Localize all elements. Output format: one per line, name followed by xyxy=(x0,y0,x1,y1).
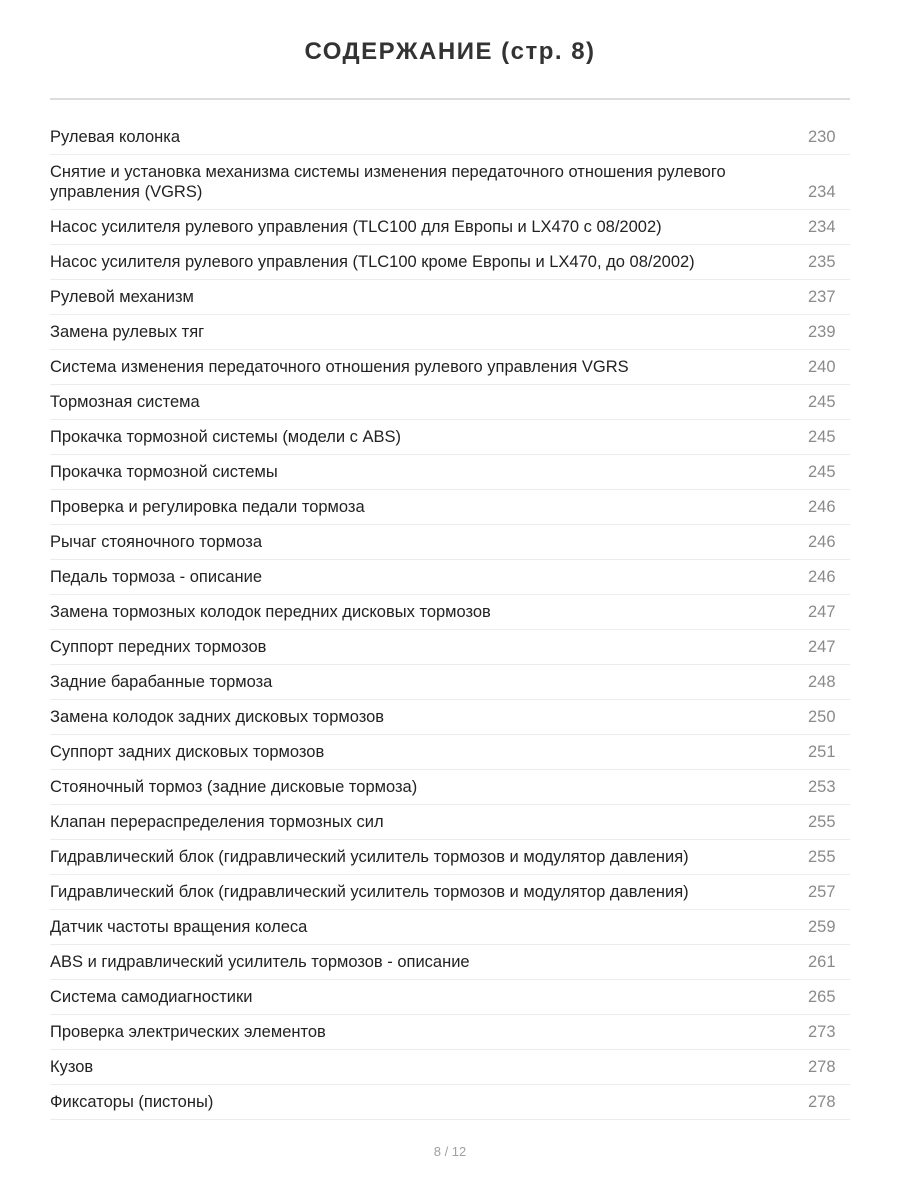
page-number: 8 / 12 xyxy=(433,1144,467,1159)
toc-entry-page: 255 xyxy=(808,848,836,866)
toc-entry[interactable] xyxy=(50,1015,850,1050)
toc-entry-page: 250 xyxy=(808,708,836,726)
toc-entry-page: 247 xyxy=(808,603,836,621)
toc-entry[interactable] xyxy=(50,525,850,560)
toc-entry-page: 245 xyxy=(808,393,836,411)
toc-entry[interactable] xyxy=(50,770,850,805)
toc-entry-title[interactable]: Клапан перераспределения тормозных сил xyxy=(50,813,384,831)
toc-entry-title[interactable]: Суппорт передних тормозов xyxy=(50,638,267,656)
toc-entry-title[interactable]: Датчик частоты вращения колеса xyxy=(50,918,308,936)
toc-entry-page: 230 xyxy=(808,128,836,146)
toc-entry-title[interactable]: Замена рулевых тяг xyxy=(50,323,205,341)
toc-entry-title[interactable]: Задние барабанные тормоза xyxy=(50,673,273,691)
toc-entry[interactable] xyxy=(50,805,850,840)
toc-entry[interactable] xyxy=(50,385,850,420)
toc-entry-title[interactable]: Замена колодок задних дисковых тормозов xyxy=(50,708,385,726)
toc-entry[interactable] xyxy=(50,595,850,630)
toc-entry-title[interactable]: ABS и гидравлический усилитель тормозов - описание xyxy=(50,953,470,971)
toc-entry-title[interactable]: Система самодиагностики xyxy=(50,988,253,1006)
toc-entry-title[interactable]: Насос усилителя рулевого управления (TLC100 для Европы и LX470 с 08/2002) xyxy=(50,218,662,236)
toc-entry-title[interactable]: Насос усилителя рулевого управления (TLC100 кроме Европы и LX470, до 08/2002) xyxy=(50,253,695,271)
toc-entry-page: 245 xyxy=(808,463,836,481)
toc-entry-page: 237 xyxy=(808,288,836,306)
toc-entry-page: 234 xyxy=(808,218,836,236)
toc-entry[interactable] xyxy=(50,245,850,280)
toc-entry-page: 246 xyxy=(808,568,836,586)
toc-entry-title[interactable]: Суппорт задних дисковых тормозов xyxy=(50,743,325,761)
toc-list xyxy=(50,120,850,1120)
page-title: СОДЕРЖАНИЕ (стр. 8) xyxy=(304,38,596,65)
toc-entry[interactable] xyxy=(50,1085,850,1120)
toc-entry-page: 278 xyxy=(808,1093,836,1111)
toc-entry-title[interactable]: Проверка электрических элементов xyxy=(50,1023,326,1041)
toc-entry-page: 273 xyxy=(808,1023,836,1041)
toc-entry-page: 246 xyxy=(808,533,836,551)
toc-entry-page: 246 xyxy=(808,498,836,516)
toc-entry[interactable] xyxy=(50,700,850,735)
toc-entry-title[interactable]: Кузов xyxy=(50,1058,94,1076)
toc-entry[interactable] xyxy=(50,560,850,595)
toc-entry[interactable] xyxy=(50,210,850,245)
toc-entry-title[interactable]: Педаль тормоза - описание xyxy=(50,568,263,586)
toc-entry[interactable] xyxy=(50,980,850,1015)
toc-entry-title[interactable]: Стояночный тормоз (задние дисковые тормоза) xyxy=(50,778,418,796)
toc-entry-page: 253 xyxy=(808,778,836,796)
toc-entry[interactable] xyxy=(50,910,850,945)
toc-entry-title[interactable]: Тормозная система xyxy=(50,393,200,411)
toc-entry-page: 261 xyxy=(808,953,836,971)
toc-entry-page: 240 xyxy=(808,358,836,376)
toc-entry-title[interactable]: Рулевая колонка xyxy=(50,128,181,146)
toc-entry[interactable] xyxy=(50,155,850,210)
toc-entry[interactable] xyxy=(50,735,850,770)
toc-entry[interactable] xyxy=(50,945,850,980)
toc-entry-title[interactable]: Система изменения передаточного отношения рулевого управления VGRS xyxy=(50,358,629,376)
toc-entry[interactable] xyxy=(50,630,850,665)
toc-entry-page: 259 xyxy=(808,918,836,936)
toc-entry[interactable] xyxy=(50,875,850,910)
toc-entry-title[interactable]: Прокачка тормозной системы xyxy=(50,463,278,481)
toc-entry-page: 245 xyxy=(808,428,836,446)
toc-entry-page: 265 xyxy=(808,988,836,1006)
toc-entry[interactable] xyxy=(50,840,850,875)
toc-entry-page: 255 xyxy=(808,813,836,831)
toc-entry-title[interactable]: Рычаг стояночного тормоза xyxy=(50,533,263,551)
toc-entry-page: 247 xyxy=(808,638,836,656)
toc-entry-page: 235 xyxy=(808,253,836,271)
toc-entry-title[interactable]: Гидравлический блок (гидравлический усилитель тормозов и модулятор давления) xyxy=(50,848,689,866)
toc-entry-page: 239 xyxy=(808,323,836,341)
toc-entry-title[interactable]: Снятие и установка механизма системы изменения передаточного отношения рулевого управления (VGRS) xyxy=(50,163,726,201)
toc-entry-title[interactable]: Рулевой механизм xyxy=(50,288,194,306)
toc-entry[interactable] xyxy=(50,420,850,455)
toc-entry[interactable] xyxy=(50,120,850,155)
toc-entry-page: 251 xyxy=(808,743,836,761)
toc-entry-title[interactable]: Прокачка тормозной системы (модели с ABS) xyxy=(50,428,401,446)
toc-entry[interactable] xyxy=(50,280,850,315)
toc-entry-title[interactable]: Фиксаторы (пистоны) xyxy=(50,1093,214,1111)
toc-entry-page: 257 xyxy=(808,883,836,901)
toc-entry[interactable] xyxy=(50,665,850,700)
toc-entry-page: 234 xyxy=(808,183,836,201)
toc-entry-page: 278 xyxy=(808,1058,836,1076)
toc-entry[interactable] xyxy=(50,315,850,350)
toc-entry[interactable] xyxy=(50,350,850,385)
toc-entry[interactable] xyxy=(50,455,850,490)
toc-entry-page: 248 xyxy=(808,673,836,691)
title-divider xyxy=(50,98,850,100)
toc-entry-title[interactable]: Замена тормозных колодок передних дисковых тормозов xyxy=(50,603,491,621)
toc-entry[interactable] xyxy=(50,1050,850,1085)
toc-entry-title[interactable]: Проверка и регулировка педали тормоза xyxy=(50,498,365,516)
toc-entry-title[interactable]: Гидравлический блок (гидравлический усилитель тормозов и модулятор давления) xyxy=(50,883,689,901)
toc-entry[interactable] xyxy=(50,490,850,525)
